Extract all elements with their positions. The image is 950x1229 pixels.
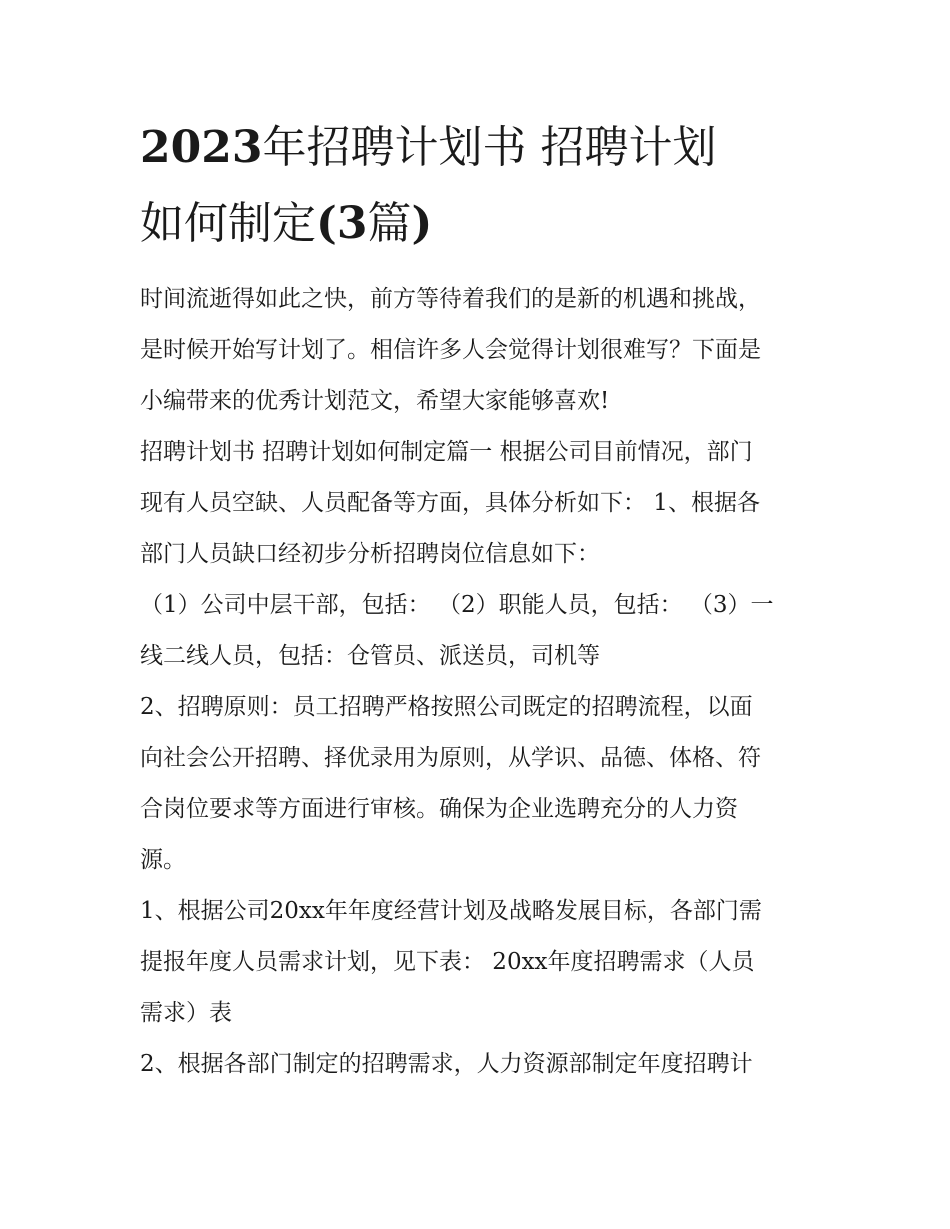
paragraph-section-one bbox=[140, 427, 820, 580]
text-line: 招聘计划书 招聘计划如何制定篇一 根据公司目前情况，部门 bbox=[140, 439, 753, 465]
text-line: 线二线人员，包括：仓管员、派送员，司机等 bbox=[140, 643, 600, 669]
document-title bbox=[140, 110, 820, 262]
text-line: 1、根据公司20xx年年度经营计划及战略发展目标，各部门需 bbox=[140, 898, 762, 924]
paragraph-hr-plan bbox=[140, 1039, 820, 1090]
title-paren: ) bbox=[411, 198, 433, 249]
document-body bbox=[140, 274, 820, 1090]
title-text: 如何制定 bbox=[140, 198, 316, 249]
text-line: 时间流逝得如此之快，前方等待着我们的是新的机遇和挑战， bbox=[140, 286, 761, 312]
text-line: 需求）表 bbox=[140, 1000, 232, 1026]
text-line: 现有人员空缺、人员配备等方面，具体分析如下： 1、根据各 bbox=[140, 490, 760, 516]
document-page bbox=[140, 110, 820, 1090]
text-line: （1）公司中层干部，包括： （2）职能人员，包括： （3）一 bbox=[140, 592, 774, 618]
title-text: 篇 bbox=[367, 198, 412, 249]
text-line: 2、根据各部门制定的招聘需求，人力资源部制定年度招聘计 bbox=[140, 1051, 753, 1077]
text-line: 提报年度人员需求计划，见下表： 20xx年度招聘需求（人员 bbox=[140, 949, 755, 975]
text-line: 源。 bbox=[140, 847, 186, 873]
paragraph-principles bbox=[140, 682, 820, 886]
title-text: 年招聘计划书 招聘计划 bbox=[262, 122, 717, 173]
text-line: 部门人员缺口经初步分析招聘岗位信息如下： bbox=[140, 541, 600, 567]
text-line: 向社会公开招聘、择优录用为原则，从学识、品德、体格、符 bbox=[140, 745, 761, 771]
text-line: 2、招聘原则：员工招聘严格按照公司既定的招聘流程，以面 bbox=[140, 694, 753, 720]
title-line-2 bbox=[140, 186, 820, 262]
text-line: 合岗位要求等方面进行审核。确保为企业选聘充分的人力资 bbox=[140, 796, 738, 822]
paragraph-intro bbox=[140, 274, 820, 427]
paragraph-demand-plan bbox=[140, 886, 820, 1039]
title-count: (3 bbox=[316, 198, 368, 249]
text-line: 小编带来的优秀计划范文，希望大家能够喜欢! bbox=[140, 388, 610, 414]
title-line-1 bbox=[140, 110, 820, 186]
text-line: 是时候开始写计划了。相信许多人会觉得计划很难写？下面是 bbox=[140, 337, 761, 363]
title-year: 2023 bbox=[140, 122, 263, 173]
paragraph-positions bbox=[140, 580, 820, 682]
